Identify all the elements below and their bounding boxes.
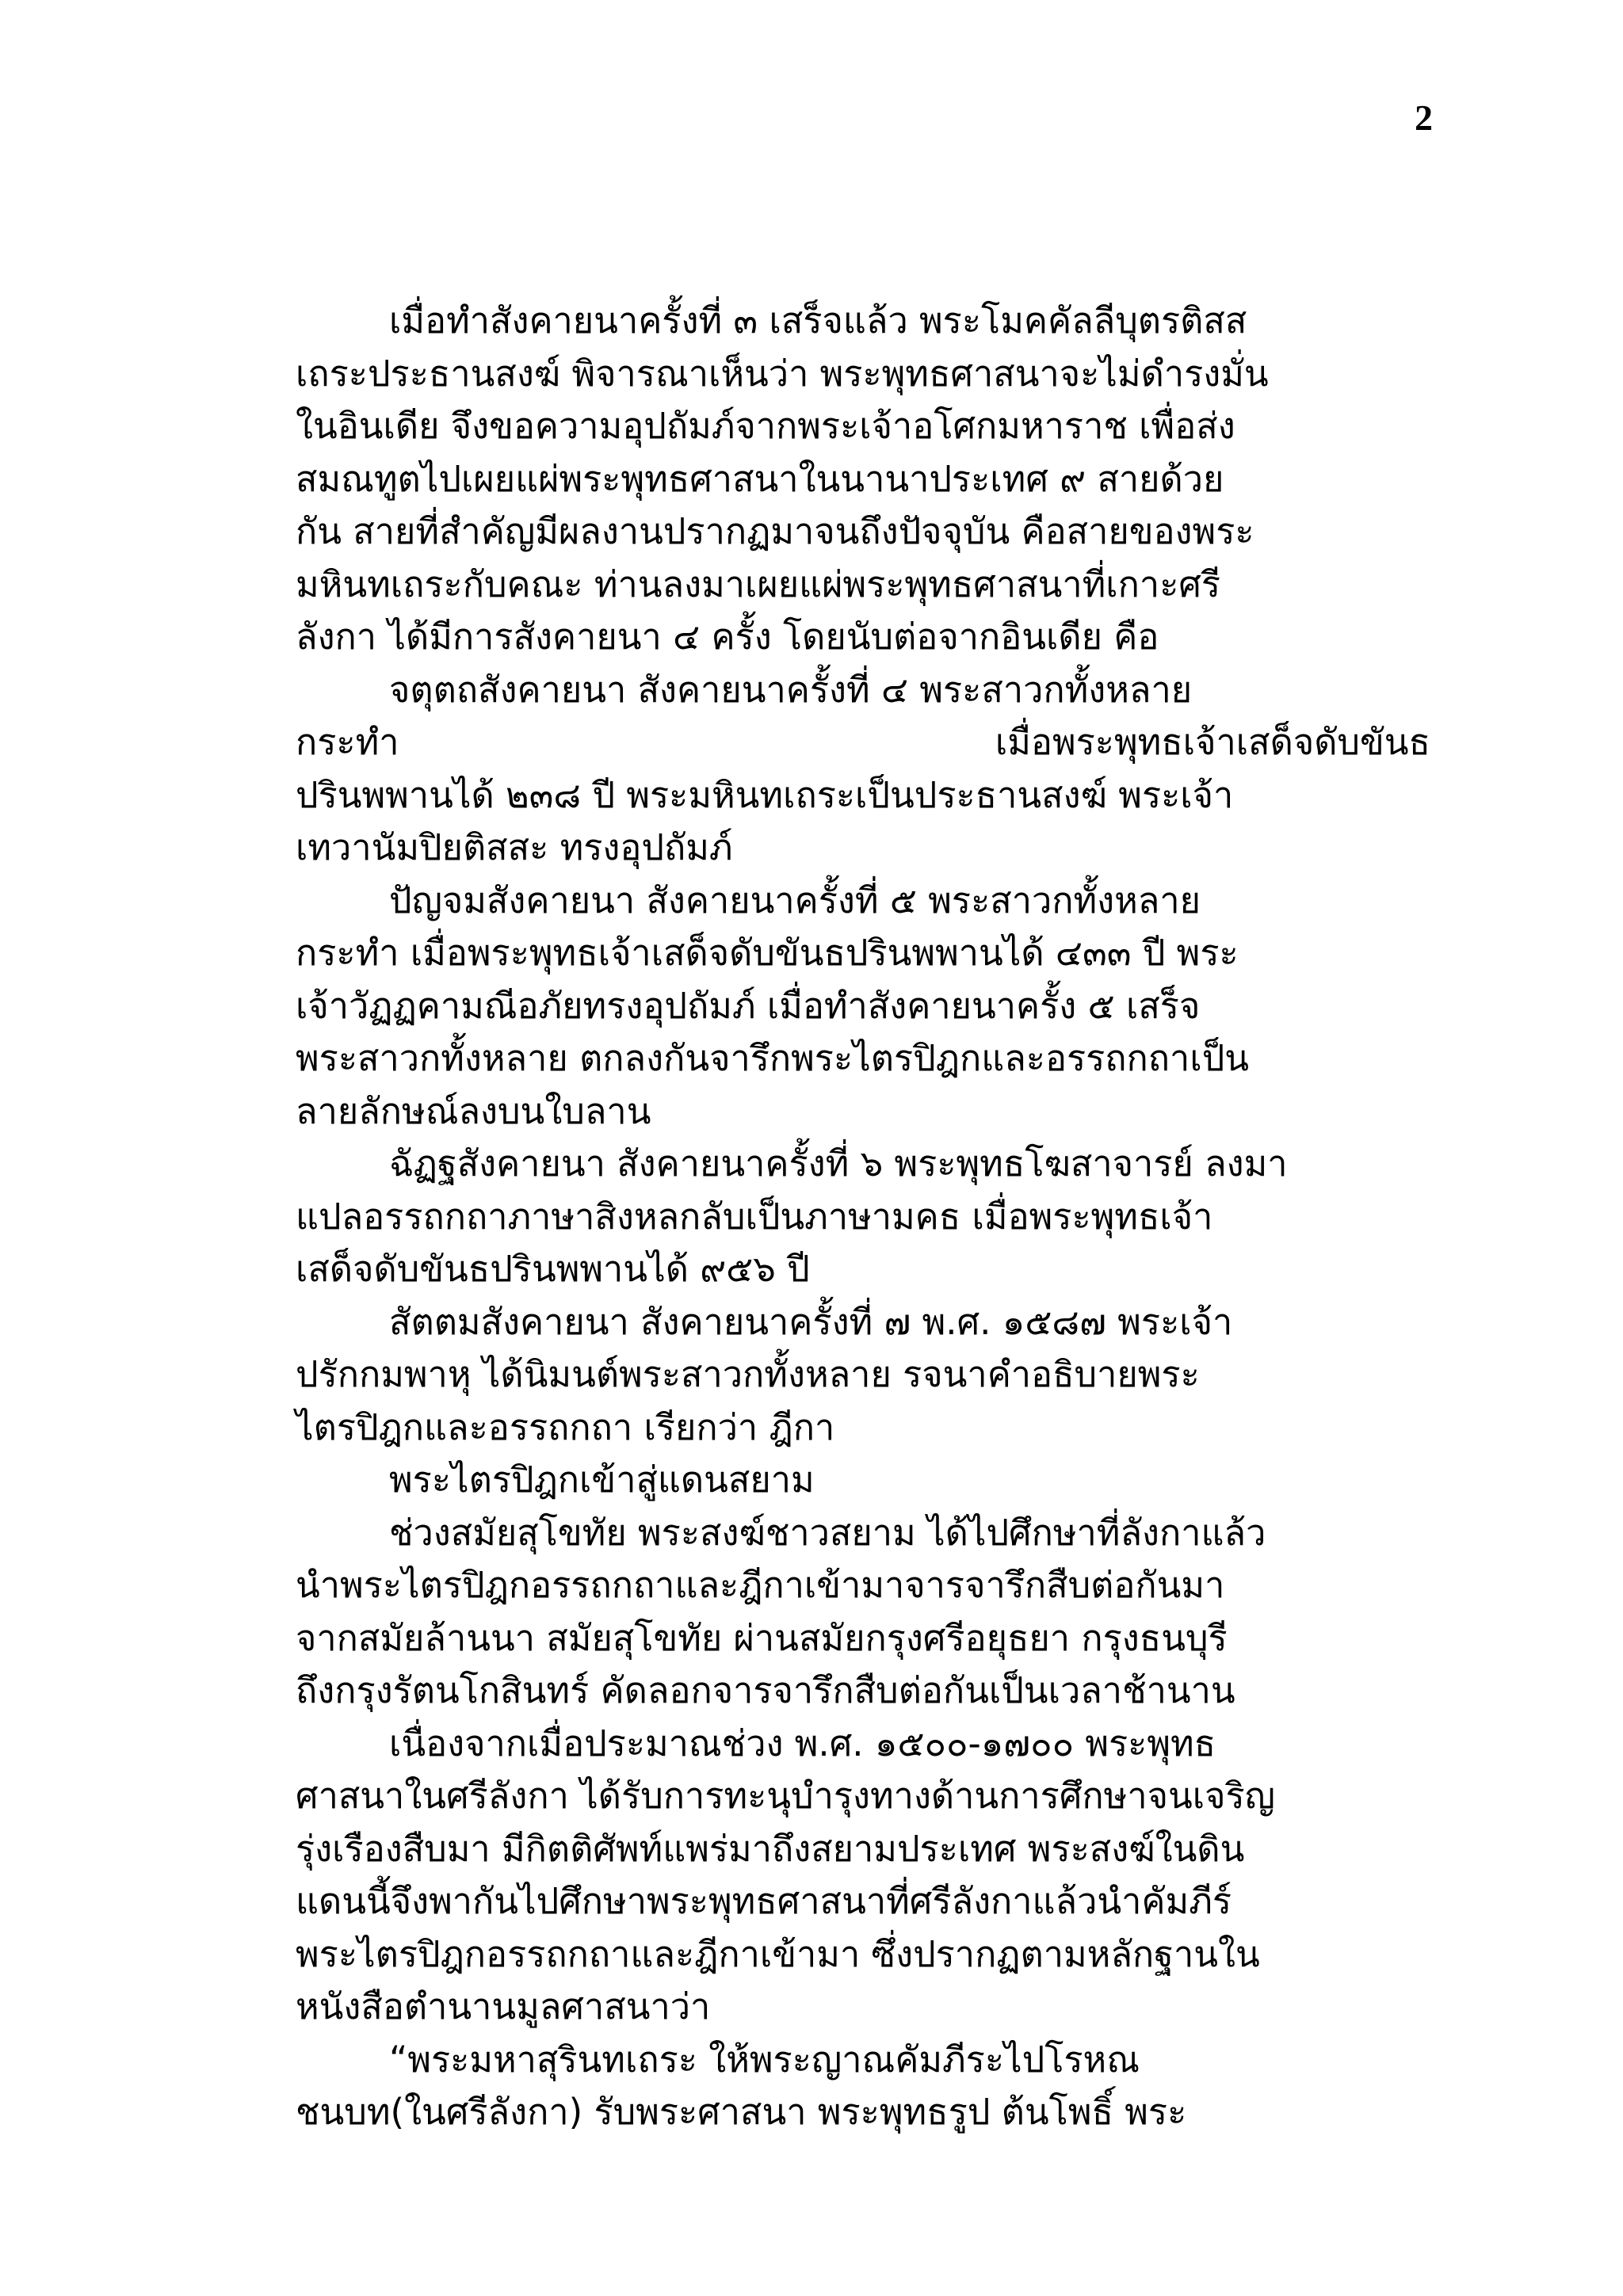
text-line: พระไตรปิฎกอรรถกถาและฎีกาเข้ามา ซึ่งปรากฏตามหลักฐานใน: [296, 1932, 1260, 1975]
text-line: นำพระไตรปิฎกอรรถกถาและฎีกาเข้ามาจารจารึกสืบต่อกันมา: [296, 1564, 1225, 1606]
text-line: ถึงกรุงรัตนโกสินทร์ คัดลอกจารจารึกสืบต่อกันเป็นเวลาช้านาน: [296, 1669, 1235, 1711]
text-line: ในอินเดีย จึงขอความอุปถัมภ์จากพระเจ้าอโศกมหาราช เพื่อส่ง: [296, 405, 1235, 447]
text-line: เถระประธานสงฆ์ พิจารณาเห็นว่า พระพุทธศาสนาจะไม่ดำรงมั่น: [296, 352, 1269, 395]
text-line: ปรักกมพาหุ ได้นิมนต์พระสาวกทั้งหลาย รจนาคำอธิบายพระ: [296, 1353, 1200, 1395]
text-line: หนังสือตำนานมูลศาสนาว่า: [296, 1985, 711, 2027]
text-line: เทวานัมปิยติสสะ ทรงอุปถัมภ์: [296, 826, 733, 868]
text-line: เมื่อทำสังคายนาครั้งที่ ๓ เสร็จแล้ว พระโมคคัลลีบุตรติสส: [389, 299, 1247, 341]
text-line: เจ้าวัฏฏคามณีอภัยทรงอุปถัมภ์ เมื่อทำสังคายนาครั้ง ๕ เสร็จ: [296, 984, 1201, 1027]
text-line: จตุตถสังคายนา สังคายนาครั้งที่ ๔ พระสาวกทั้งหลาย: [389, 668, 1193, 711]
text-line: รุ่งเรืองสืบมา มีกิตติศัพท์แพร่มาถึงสยามประเทศ พระสงฆ์ในดิน: [296, 1827, 1245, 1870]
text-line: เสด็จดับขันธปรินพพานได้ ๙๕๖ ปี: [296, 1248, 810, 1290]
text-line: ปรินพพานได้ ๒๓๘ ปี พระมหินทเถระเป็นประธานสงฆ์ พระเจ้า: [296, 773, 1234, 816]
text-line: ลังกา ได้มีการสังคายนา ๔ ครั้ง โดยนับต่อจากอินเดีย คือ: [296, 616, 1159, 658]
body-text: [296, 295, 1430, 2139]
quote-line: ชนบท(ในศรีลังกา) รับพระศาสนา พระพุทธรูป ต้นโพธิ์ พระ: [296, 2091, 1187, 2133]
text-line: กัน สายที่สำคัญมีผลงานปรากฏมาจนถึงปัจจุบัน คือสายของพระ: [296, 510, 1254, 552]
text-line: ฉัฏฐสังคายนา สังคายนาครั้งที่ ๖ พระพุทธโฆสาจารย์ ลงมา: [389, 1142, 1288, 1184]
section-heading: พระไตรปิฎกเข้าสู่แดนสยาม: [389, 1459, 815, 1501]
text-line: สัตตมสังคายนา สังคายนาครั้งที่ ๗ พ.ศ. ๑๕๘๗ พระเจ้า: [389, 1300, 1233, 1343]
text-line: สมณทูตไปเผยแผ่พระพุทธศาสนาในนานาประเทศ ๙ สายด้วย: [296, 457, 1224, 500]
text-line: ไตรปิฎกและอรรถกถา เรียกว่า ฎีกา: [296, 1405, 835, 1448]
text-line: กระทำ เมื่อพระพุทธเจ้าเสด็จดับขันธปรินพพานได้ ๔๓๓ ปี พระ: [296, 932, 1239, 974]
text-line: แดนนี้จึงพากันไปศึกษาพระพุทธศาสนาที่ศรีลังกาแล้วนำคัมภีร์: [296, 1880, 1232, 1922]
text-line: แปลอรรถกถาภาษาสิงหลกลับเป็นภาษามคธ เมื่อพระพุทธเจ้า: [296, 1195, 1213, 1238]
justified-word: กระทำ: [296, 721, 399, 763]
justified-word: เมื่อพระพุทธเจ้าเสด็จดับขันธ: [995, 721, 1430, 763]
text-line: จากสมัยล้านนา สมัยสุโขทัย ผ่านสมัยกรุงศรีอยุธยา กรุงธนบุรี: [296, 1616, 1228, 1659]
text-line: ศาสนาในศรีลังกา ได้รับการทะนุบำรุงทางด้านการศึกษาจนเจริญ: [296, 1775, 1275, 1817]
page-number: 2: [1415, 97, 1433, 138]
text-line: เนื่องจากเมื่อประมาณช่วง พ.ศ. ๑๕๐๐-๑๗๐๐ พระพุทธ: [389, 1722, 1216, 1764]
quote-line: “พระมหาสุรินทเถระ ให้พระญาณคัมภีระไปโรหณ: [389, 2038, 1140, 2081]
text-line: ช่วงสมัยสุโขทัย พระสงฆ์ชาวสยาม ได้ไปศึกษาที่ลังกาแล้ว: [389, 1511, 1266, 1554]
text-line: ปัญจมสังคายนา สังคายนาครั้งที่ ๕ พระสาวกทั้งหลาย: [389, 879, 1201, 921]
text-line: ลายลักษณ์ลงบนใบลาน: [296, 1089, 651, 1132]
text-line: พระสาวกทั้งหลาย ตกลงกันจารึกพระไตรปิฎกและอรรถกถาเป็น: [296, 1037, 1250, 1079]
text-line-justified: [296, 716, 1430, 769]
text-line: มหินทเถระกับคณะ ท่านลงมาเผยแผ่พระพุทธศาสนาที่เกาะศรี: [296, 563, 1221, 605]
